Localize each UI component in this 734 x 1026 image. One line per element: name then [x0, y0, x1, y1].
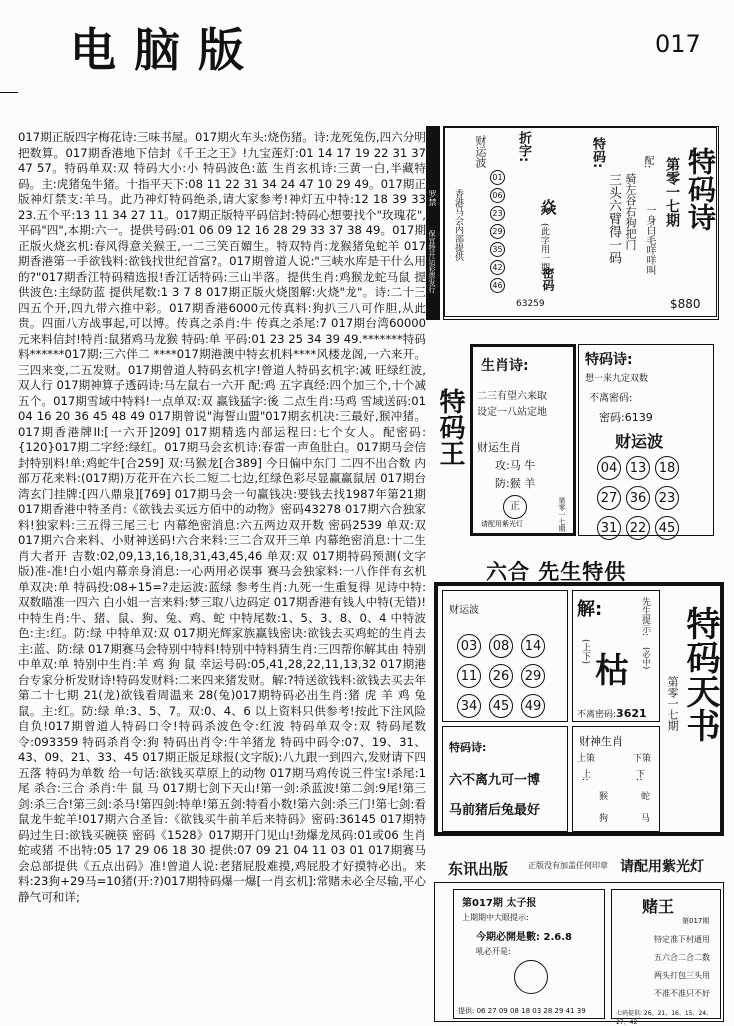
wave-ball: 14 — [521, 634, 545, 658]
hint-box — [572, 590, 660, 722]
bottom-panel — [434, 882, 724, 1026]
gambling-king-line: 五六合二合二数 — [654, 953, 710, 962]
up-value: 猴 — [599, 792, 609, 802]
wave-ball: 01 — [490, 170, 505, 185]
secret-label: 不离密码: — [577, 710, 617, 720]
wave-ball: 27 — [597, 486, 621, 510]
secret-row — [599, 409, 653, 425]
wave-ball: 18 — [655, 456, 679, 480]
stamp-note: 正版没有加盖任何印章 — [528, 861, 608, 870]
publisher-title: 东讯出版 — [448, 860, 509, 878]
wave-ball: 26 — [489, 664, 513, 688]
wave-grid — [597, 453, 707, 543]
special-poem-label: 特码诗: — [585, 352, 633, 368]
special-code-poem-panel — [443, 126, 719, 320]
wave-label: 财运波 — [615, 432, 664, 451]
zodiac-poem-label: 生肖诗: — [481, 358, 529, 374]
logo-seal: 正 — [503, 495, 527, 519]
wave-ball: 06 — [490, 188, 505, 203]
secret-label: 不离密码: — [589, 393, 633, 404]
panel-side-mark: 罗禁 — [428, 190, 437, 206]
down-value: 马 — [641, 814, 651, 824]
price: $880 — [670, 297, 701, 311]
secret-label: 密码 — [541, 267, 555, 291]
wave-ball: 08 — [489, 634, 513, 658]
panel-title: 特码诗 — [684, 147, 717, 231]
jie-char: 枯 — [595, 651, 629, 691]
uv-title: 请配用紫光灯 — [620, 859, 704, 875]
zodiac-poem-line: 二三有望六来取 — [477, 391, 547, 402]
serial-number: 63259 — [516, 299, 545, 309]
poem-box — [442, 726, 568, 832]
wave-ball: 23 — [655, 486, 679, 510]
attack-row — [495, 457, 535, 473]
sage-panel — [434, 582, 724, 836]
gambling-king-issue: 第017期 — [682, 917, 710, 925]
wave-ball: 36 — [626, 486, 650, 510]
down-row-label: 下策 — [633, 754, 652, 764]
tip-note: (必中) — [642, 647, 651, 670]
zodiac-poem-line: 设定一八站定地 — [477, 407, 547, 418]
poem-note: 一身白毛咩咩叫 — [644, 205, 655, 275]
wave-numbers — [490, 167, 505, 296]
wave-ball: 04 — [597, 456, 621, 480]
prince-paper-box — [453, 889, 605, 1019]
split-char: 焱 — [538, 199, 557, 215]
wave-ball: 29 — [521, 664, 545, 688]
zodiac-poem-panel — [470, 344, 576, 536]
side-title: 特码王 — [435, 388, 465, 466]
panel-big-title: 特码天书 — [680, 606, 720, 742]
gambling-king-line: 两头打包三头用 — [654, 971, 710, 980]
wave-ball: 13 — [626, 456, 650, 480]
wave-grid — [457, 631, 567, 721]
wave-ball: 29 — [490, 224, 505, 239]
up-row-label: 上策 — [577, 754, 596, 764]
defend-value: 猴 羊 — [509, 477, 536, 490]
issue-number: 017 — [655, 30, 701, 58]
split-char-label: 折字: — [516, 131, 531, 163]
secret-value: 6139 — [624, 411, 653, 424]
fortune-label: 财运生肖 — [477, 441, 521, 454]
wave-ball: 22 — [626, 516, 650, 540]
poem-pei-label: 配: — [642, 155, 653, 169]
wave-ball: 23 — [490, 206, 505, 221]
main-article-text: 017期正版四字梅花诗:三味书屋。017期火车头:烧伤猪。诗:龙死兔伤,四六分明把数算。017期香港地下信封《千王之王》!九宝莲灯:01 14 17 19 22 31 37 47 57。特码单双:双 特码大小:小 特码波色:蓝 生肖玄机诗:三黄一白,半藏特码。主:虎猪兔牛猪。十指平天下:08 11 22 31 34 24 47 10 29 49。017期正版神灯禁支:羊马。此乃神灯特码绝杀,请大家参考!神灯五中特:12 18 39 33 23.五个平:13 11 34 27 11。017期正版特平码信封:特码心想要找个"玫瑰花",平码"四",本期:六一。提供号码:01 06 09 12 16 28 29 33 37 38 49。017期正版火烧玄机:春风得意关猴王,一二三笑百媚生。特双特肖:龙猴猪兔蛇羊 017期香港第一手欲钱料:欲钱找世纪首富?。017期曾道人说:"三峡水库是干什么用的?"017期香江特码精选报!香江话特码:三山半落。提供生肖:鸡猴龙蛇马鼠 提供波色:主绿防蓝 提供尾数:1 3 7 8 017期正版火烧图解:火烧"龙"。诗:二十三四五个开,四九带六推中彩。017期香港6000元传真料:狗扒三八可作胆,从此贵。四面八方战事起,可以博。传真之杀肖:牛 传真之杀尾:7 017期台湾60000元来料信封!特肖:鼠猪鸡马龙猴 特码:单 平码:01 23 25 34 39 49.*******特码料******017期:三六伴二 ****017期港澳中特玄机料****风楼龙阁,一六来开。三四来变,二五发财。017期曾道人特码玄机字!曾道人特码玄机字:减 旺绿红波,双人行 017期神算子透码诗:马左鼠右一六开 配:鸡 五字真经:四个加三个,十个减五个。017期雪域中特料!一点单双:双 赢钱猛字:後 二点生肖:马鸡 雪域送码:01 04 16 20 36 45 48 49 017期曾说"海誓山盟"017期玄机决:三最好,猴冲猪。017期香港牌II:[一六开]209] 017期精选内部运程曰:七个女人。配密码:{120}017期二字经:绿红。017期马会玄机诗:春雷一声鱼肚白。017期马会信封特别料!单:鸡蛇牛[合259] 双:马猴龙[合389] 今日偏中东门 二四不出合数 内部万花来料:(017期)万花开在六长二短二七边,红绿色彩尽显赢赢鼠居 017期台湾玄门挂牌:[四八鼎泉][769] 017期马会一句赢钱决:要钱去找1987年第21期 017期香港中特圣肖:《欲钱去买远方佰中的动物》密码43278 017期六合独家料!独家料:三五得三尾三七 内幕绝密消息:六五两边双开数 密码2539 单双:双 017期六合来料、小财神送码!六合来料:三二合双开三单 内幕绝密消息:十二生肖大者开 吉数:02,09,13,16,18,31,43,45,46 单双:双 017期特码预测(文字版)准-准!白小姐内幕亲身消息:一心两用必误事 赛马会独家料:一八作伴有玄机 单双决:单 特码投:08+15=?走运波:蓝绿 参考生肖:九死一生重复得 见诗中特:双数瞄准一四六 白小姐一言来料:梦三取八边码定 017期香港有钱人中特(无错)!中特生肖:牛、猪、鼠、狗、兔、鸡、蛇 中特尾数:1、5、3、8、0、4 中特波色:主:红。防:绿 中特单双:双 017期光辉家族赢钱密诀:欲钱去买鸡蛇的生肖去 主:蓝、防:绿 017期赛马会特别中特料!特别中特料猜生肖:三四帮你解其由 特别中单双:单 特别中生肖:羊 鸡 狗 鼠 幸运号码:05,41,28,22,11,13,32 017期港台专家分析发财诗!特码发财料:二来四来猪发财。解:?特送欲钱料:欲钱去买去年第二十七期 21(龙)欲钱看周温来 28(兔)017期特码必出生肖:猪 虎 羊 鸡 兔 鼠。主:红。防:绿 单:3、5、7。双:0、4、6 以上资料只供参考!按此下注风险自负!017期曾道人特码口令!特码杀波色令:红波 特码单双令:双 特码尾数令:093359 特码杀肖令:狗 特码出肖令:牛羊猪龙 特码中码令:07、19、31、43、09、21、33、45 017期正版足球报(文字版):八九跟一到四六,发财请下四五落 特码为单数 给一句话:欲钱买草原上的动物 017期马鸡传说三件宝!杀尾:1 尾 杀合:三合 杀肖:牛 鼠 马 017期七剑下天山!第一剑:杀蓝波!第二剑:9尾!第三剑:杀三合!第三剑:杀马!第四剑:特单!第五剑:特看小数!第六剑:杀三门!第七剑:看鼠龙牛蛇羊!017期六合圣旨:《欲钱买牛前羊后来特码》密码:36145 017期特码过生日:欲钱买碗筷 密码《1528》017期开门见山!劲爆龙凤码:01或06 生肖 蛇或猪 不出特:05 17 29 06 18 30 提供:07 09 21 04 11 03 01 017期赛马会总部提供《五点出码》准!曾道人说:老猪屁股难摸,鸡屁股才好摸特必出。来料:23狗+29马=10猪(开:?)017期特码爆一爆[一肖玄机]:常赌未必全尽输,平心静气可和详; — [18, 130, 426, 904]
poem-line: 三头六臂得一码 — [606, 173, 621, 264]
prince-paper-foot: 提供: 06 27 09 08 18 03 28 29 41 39 — [458, 1007, 586, 1015]
up-label: 上: — [580, 769, 590, 782]
divider — [0, 92, 18, 93]
special-code-label: 特码: — [590, 137, 605, 169]
fortune-box — [572, 726, 660, 832]
wave-ball: 35 — [490, 242, 505, 257]
defend-label: 防: — [495, 477, 510, 490]
attack-label: 攻: — [495, 459, 510, 472]
wave-ball: 34 — [457, 694, 481, 718]
wave-ball: 45 — [489, 694, 513, 718]
attack-value: 马 牛 — [509, 459, 536, 472]
panel-side-note: 保宜特开运彩票发行 — [428, 230, 436, 293]
special-poem-line: 想一来九定双数 — [585, 374, 649, 384]
corner-issue: 第零一七期 — [558, 497, 566, 532]
prince-paper-line: 今期必開是數: 2.6.8 — [476, 932, 572, 943]
jie-label: 解: — [577, 599, 603, 620]
uv-note: 请配用紫光灯 — [481, 520, 523, 528]
secret-value: 3621 — [616, 707, 647, 720]
vendor-label: 香港马会内部提供 — [453, 189, 463, 261]
gambling-king-foot: 七码提供: 26、21、16、15、24、27、42 — [616, 1010, 713, 1026]
gambling-king-line: 不准不准只不好 — [654, 989, 710, 998]
jie-note: (上下) — [580, 639, 590, 665]
poem-label: 特码诗: — [449, 741, 487, 754]
tip-label: 先生提示: — [640, 597, 650, 637]
wave-ball: 45 — [655, 516, 679, 540]
fortune-label: 财神生肖 — [579, 735, 623, 748]
up-value: 狗 — [599, 814, 609, 824]
wave-label: 财运波 — [474, 135, 487, 168]
issue-label: 第零一七期 — [664, 157, 680, 227]
wave-box — [442, 590, 568, 722]
gambling-king-box — [611, 889, 721, 1026]
banner-title: 六合 先生特供 — [486, 560, 627, 584]
cartoon-face-icon — [514, 960, 548, 994]
down-label: 下: — [634, 769, 644, 782]
wave-ball: 42 — [490, 260, 505, 275]
wave-label: 财运波 — [449, 605, 479, 616]
wave-ball: 03 — [457, 634, 481, 658]
issue-label: 第零一七期 — [666, 676, 679, 731]
poem-line: 六不离九可一博 — [449, 773, 541, 788]
wave-ball: 31 — [597, 516, 621, 540]
poem-line: 骑左谷右狗把门 — [624, 173, 637, 250]
poem-line: 马前猪后兔最好 — [449, 803, 541, 818]
gambling-king-line: 特定准下村通用 — [654, 935, 710, 944]
secret-label-2: 密码: — [599, 411, 625, 424]
wave-ball: 11 — [457, 664, 481, 688]
wave-ball: 46 — [490, 278, 505, 293]
masthead-title: 电脑版 — [70, 23, 262, 77]
down-value: 蛇 — [641, 792, 651, 802]
gambling-king-title: 赌王 — [642, 897, 675, 916]
prince-paper-line: 上期期中大眼提示: — [462, 913, 529, 922]
defend-row — [495, 475, 535, 491]
special-poem-panel — [578, 344, 714, 536]
split-note: (此字用一期) — [539, 223, 549, 276]
wave-ball: 49 — [521, 694, 545, 718]
prince-paper-title: 第017期 太子报 — [462, 898, 537, 909]
prince-paper-line: 吼必开是: — [476, 947, 511, 956]
secret-row — [577, 707, 647, 720]
